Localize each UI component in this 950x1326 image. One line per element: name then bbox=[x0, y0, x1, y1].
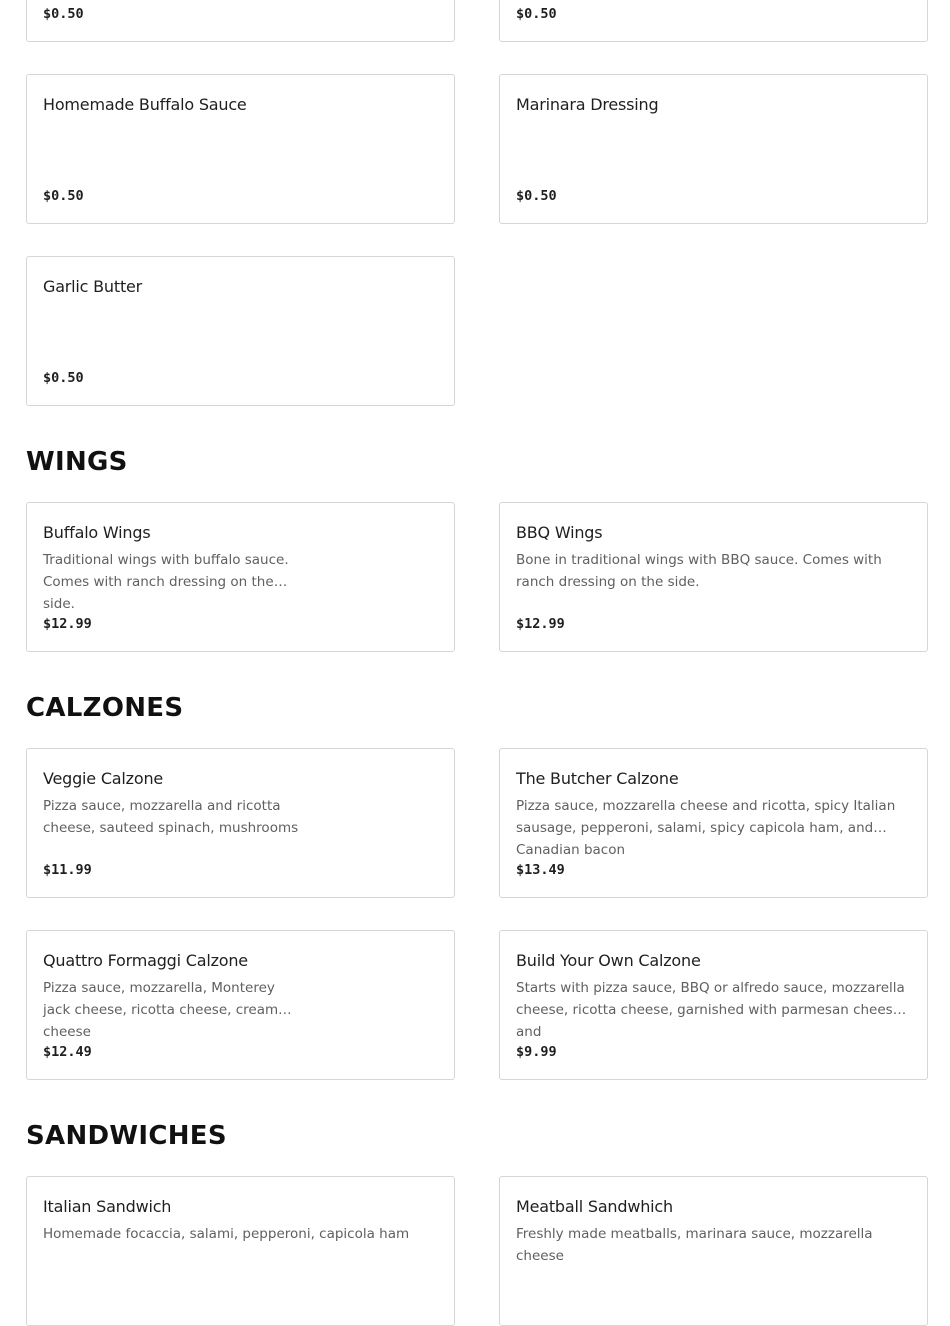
item-name: Buffalo Wings bbox=[43, 523, 151, 542]
item-description: Pizza sauce, mozzarella cheese and ricotta, spicy Italian sausage, pepperoni, salami, spicy capicola ham, and Canadian bacon bbox=[516, 798, 896, 858]
item-description: Starts with pizza sauce, BBQ or alfredo sauce, mozzarella cheese, ricotta cheese, garnished with parmesan cheese, and bbox=[516, 980, 906, 1040]
item-name: Build Your Own Calzone bbox=[516, 951, 701, 970]
menu-item-card[interactable] bbox=[499, 0, 928, 42]
section-title-calzones: CALZONES bbox=[26, 693, 184, 723]
item-price: $12.99 bbox=[43, 616, 92, 632]
item-price: $12.49 bbox=[43, 1044, 92, 1060]
section-title-wings: WINGS bbox=[26, 447, 128, 477]
item-price: $0.50 bbox=[43, 6, 84, 22]
item-name: Quattro Formaggi Calzone bbox=[43, 951, 248, 970]
menu-item-card[interactable] bbox=[26, 930, 455, 1080]
item-description: Freshly made meatballs, marinara sauce, mozzarella cheese bbox=[516, 1226, 873, 1264]
item-price: $0.50 bbox=[43, 188, 84, 204]
menu-item-card[interactable] bbox=[26, 0, 455, 42]
menu-item-card[interactable] bbox=[26, 748, 455, 898]
item-name: Homemade Buffalo Sauce bbox=[43, 95, 247, 114]
item-name: Garlic Butter bbox=[43, 277, 143, 296]
item-price: $0.50 bbox=[43, 370, 84, 386]
item-description: Bone in traditional wings with BBQ sauce. Comes with ranch dressing on the side. bbox=[516, 552, 882, 590]
item-price: $9.99 bbox=[516, 1044, 557, 1060]
item-name: The Butcher Calzone bbox=[516, 769, 679, 788]
item-price: $11.99 bbox=[43, 862, 92, 878]
menu-item-card[interactable] bbox=[499, 748, 928, 898]
menu-item-card[interactable] bbox=[26, 256, 455, 406]
menu-item-card[interactable] bbox=[26, 74, 455, 224]
item-description: Homemade focaccia, salami, pepperoni, capicola ham bbox=[43, 1226, 410, 1242]
menu-item-card[interactable] bbox=[499, 930, 928, 1080]
item-description: Pizza sauce, mozzarella and ricotta cheese, sauteed spinach, mushrooms bbox=[43, 798, 299, 836]
item-name: Marinara Dressing bbox=[516, 95, 659, 114]
item-price: $0.50 bbox=[516, 188, 557, 204]
item-price: $12.99 bbox=[516, 616, 565, 632]
menu-item-card[interactable] bbox=[26, 1176, 455, 1326]
item-name: Veggie Calzone bbox=[43, 769, 164, 788]
item-price: $13.49 bbox=[516, 862, 565, 878]
item-name: Italian Sandwich bbox=[43, 1197, 172, 1216]
menu-item-card[interactable] bbox=[499, 502, 928, 652]
menu-item-card[interactable] bbox=[26, 502, 455, 652]
item-name: Meatball Sandwhich bbox=[516, 1197, 673, 1216]
item-description: Pizza sauce, mozzarella, Monterey jack cheese, ricotta cheese, cream cheese bbox=[43, 980, 279, 1040]
section-title-sandwiches: SANDWICHES bbox=[26, 1121, 227, 1151]
item-price: $0.50 bbox=[516, 6, 557, 22]
menu-item-card[interactable] bbox=[499, 1176, 928, 1326]
item-description: Traditional wings with buffalo sauce. Comes with ranch dressing on the side. bbox=[43, 552, 289, 612]
menu-item-card[interactable] bbox=[499, 74, 928, 224]
item-name: BBQ Wings bbox=[516, 523, 603, 542]
